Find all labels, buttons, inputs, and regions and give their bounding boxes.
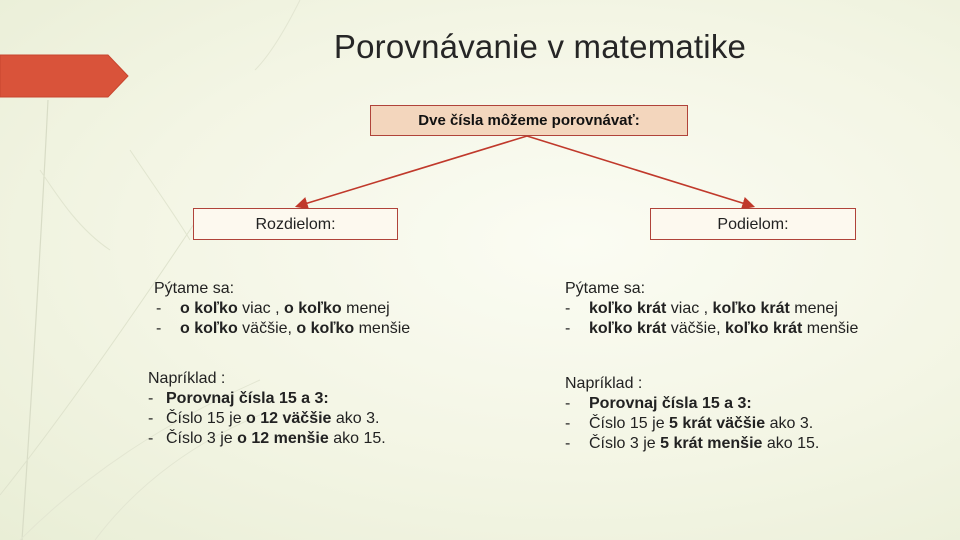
left-box-difference: Rozdielom: bbox=[193, 208, 398, 240]
left-question-line: - o koľko väčšie, o koľko menšie bbox=[156, 320, 411, 337]
left-example-line: - Číslo 15 je o 12 väčšie ako 3. bbox=[148, 410, 380, 427]
right-question-line: - koľko krát väčšie, koľko krát menšie bbox=[565, 320, 859, 337]
left-question-block bbox=[148, 279, 410, 339]
left-example-line: - Číslo 3 je o 12 menšie ako 15. bbox=[148, 430, 386, 447]
slide-title: Porovnávanie v matematike bbox=[333, 28, 747, 65]
left-example-line: - Porovnaj čísla 15 a 3: bbox=[148, 390, 329, 407]
top-box: Dve čísla môžeme porovnávať: bbox=[370, 105, 688, 136]
right-question-line: - koľko krát viac , koľko krát menej bbox=[565, 300, 838, 317]
left-question-line: - o koľko viac , o koľko menej bbox=[156, 300, 390, 317]
right-example-line: - Porovnaj čísla 15 a 3: bbox=[565, 395, 752, 412]
left-example-heading: Napríklad : bbox=[148, 370, 226, 387]
right-example-heading: Napríklad : bbox=[565, 375, 643, 392]
right-example-block bbox=[565, 374, 819, 454]
left-question-heading: Pýtame sa: bbox=[154, 280, 235, 297]
right-question-heading: Pýtame sa: bbox=[565, 280, 646, 297]
right-box-ratio: Podielom: bbox=[650, 208, 856, 240]
right-example-line: - Číslo 15 je 5 krát väčšie ako 3. bbox=[565, 415, 814, 432]
right-example-line: - Číslo 3 je 5 krát menšie ako 15. bbox=[565, 435, 820, 452]
right-question-block bbox=[565, 279, 858, 339]
left-example-block bbox=[148, 369, 386, 449]
